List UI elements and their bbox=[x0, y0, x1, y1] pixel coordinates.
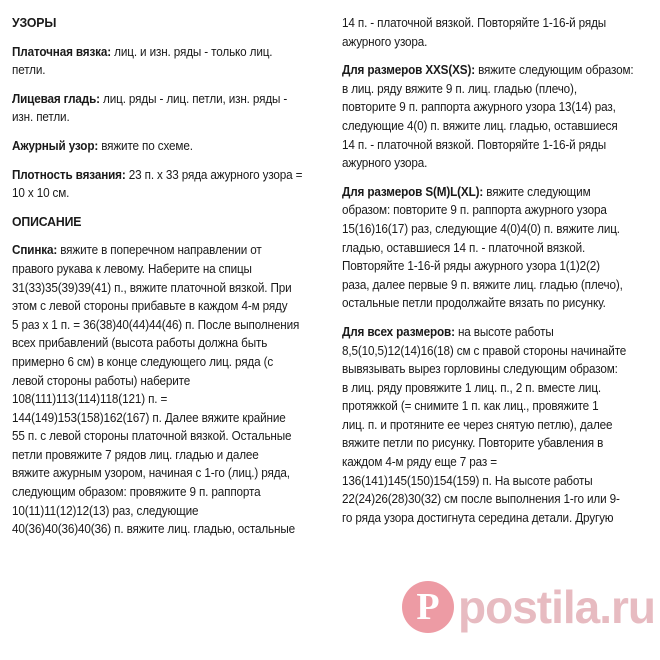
left-column bbox=[12, 14, 324, 539]
patterns-heading: УЗОРЫ bbox=[12, 15, 57, 30]
spinka-text: примерно 6 см) в конце следующего лиц. ряда (с bbox=[12, 354, 274, 369]
spinka-text: 10(11)11(12)12(13) раз, следующие bbox=[12, 503, 199, 518]
intro-section bbox=[342, 14, 650, 51]
spinka-text: 5 раз х 1 п. = 36(38)40(44)44(46) п. После выполнения bbox=[12, 317, 300, 332]
xxs-text-1: вяжите следующим образом: bbox=[474, 63, 634, 78]
azhur-label: Ажурный узор: bbox=[12, 138, 99, 153]
smlxl-text: Повторяйте 1-16-й ряды ажурного узора 1(1)2(2) bbox=[342, 259, 600, 274]
gladj-section bbox=[12, 90, 324, 127]
all-sizes-text: 22(24)26(28)30(32) см после выполнения 1-го или 9- bbox=[342, 492, 620, 507]
xxs-text: повторите 9 п. раппорта ажурного узора 13(14) раз, bbox=[342, 100, 616, 115]
platochnaya-label: Платочная вязка: bbox=[12, 44, 112, 59]
postila-logo-icon: P bbox=[402, 581, 454, 633]
spinka-text: 31(33)35(39)39(41) п., вяжите платочной вязкой. При bbox=[12, 280, 292, 295]
intro-text: 14 п. - платочной вязкой. Повторяйте 1-16-й ряды bbox=[342, 16, 607, 30]
spinka-text: 55 п. с левой стороны платочной вязкой. Остальные bbox=[12, 429, 292, 444]
gladj-label: Лицевая гладь: bbox=[12, 91, 100, 106]
xxs-text: 14 п. - платочной вязкой. Повторяйте 1-16-й ряды bbox=[342, 137, 607, 152]
xxs-section bbox=[342, 61, 650, 173]
spinka-text: следующим образом: провяжите 9 п. раппорта bbox=[12, 485, 261, 500]
smlxl-text: 15(16)16(17) раз, следующие 4(0)4(0) п. вяжите лиц. bbox=[342, 221, 620, 236]
plotnost-text-2: 10 х 10 см. bbox=[12, 186, 70, 201]
smlxl-text: остальные петли продолжайте вязать по рисунку. bbox=[342, 296, 606, 311]
intro-text: ажурного узора. bbox=[342, 34, 428, 49]
smlxl-text: гладью, оставшиеся 14 п. - платочной вязкой. bbox=[342, 240, 586, 255]
smlxl-text-1: вяжите следующим bbox=[483, 184, 591, 199]
azhur-text-1: вяжите по схеме. bbox=[98, 138, 193, 153]
gladj-text-2: изн. петли. bbox=[12, 110, 70, 125]
xxs-text: следующие 4(0) п. вяжите лиц. гладью, оставшиеся bbox=[342, 118, 618, 133]
plotnost-text-1: 23 п. х 33 ряда ажурного узора = bbox=[125, 167, 303, 182]
spinka-section bbox=[12, 241, 324, 539]
all-sizes-text: каждом 4-м ряду еще 7 раз = bbox=[342, 455, 497, 470]
all-sizes-text: вяжите петли по рисунку. Повторите убавления в bbox=[342, 436, 604, 451]
all-sizes-text: в лиц. ряду провяжите 1 лиц. п., 2 п. вместе лиц. bbox=[342, 380, 602, 395]
spinka-text: 40(36)40(36)40(36) п. вяжите лиц. гладью, остальные bbox=[12, 522, 296, 537]
xxs-text: в лиц. ряду вяжите 9 п. лиц. гладью (плечо), bbox=[342, 81, 577, 96]
description-heading: ОПИСАНИЕ bbox=[12, 213, 82, 229]
azhur-section bbox=[12, 137, 324, 156]
all-sizes-text-1: на высоте работы bbox=[454, 324, 554, 339]
spinka-label: Спинка: bbox=[12, 243, 58, 258]
postila-watermark-text: postila.ru bbox=[458, 581, 656, 633]
spinka-text: 108(111)113(114)118(121) п. = bbox=[12, 392, 168, 407]
all-sizes-text: протяжкой (= снимите 1 п. как лиц., провяжите 1 bbox=[342, 399, 599, 414]
all-sizes-text: 136(141)145(150)154(159) п. На высоте работы bbox=[342, 473, 593, 488]
all-sizes-text: лиц. п. и протяните ее через снятую петлю), далее bbox=[342, 417, 613, 432]
spinka-text: левой стороны работы) наберите bbox=[12, 373, 191, 388]
spinka-text: вяжите ажурным узором, начиная с 1-го (лиц.) ряда, bbox=[12, 466, 290, 481]
smlxl-text: раза, далее первые 9 п. вяжите лиц. гладью (плечо), bbox=[342, 277, 623, 292]
smlxl-section bbox=[342, 183, 650, 313]
gladj-text-1: лиц. ряды - лиц. петли, изн. ряды - bbox=[99, 91, 288, 106]
smlxl-label: Для размеров S(M)L(XL): bbox=[342, 184, 484, 199]
spinka-text: петли провяжите 7 рядов лиц. гладью и далее bbox=[12, 447, 259, 462]
all-sizes-label: Для всех размеров: bbox=[342, 324, 455, 339]
xxs-label: Для размеров XXS(XS): bbox=[342, 63, 475, 78]
spinka-text: правого рукава к левому. Наберите на спицы bbox=[12, 261, 252, 276]
smlxl-text: образом: повторите 9 п. раппорта ажурного узора bbox=[342, 203, 607, 218]
platochnaya-text-1: лиц. и изн. ряды - только лиц. bbox=[111, 44, 273, 59]
postila-watermark bbox=[402, 580, 655, 634]
all-sizes-text: го ряда узора достигнута середина детали. Другую bbox=[342, 510, 614, 525]
all-sizes-text: 8,5(10,5)12(14)16(18) см с правой стороны начинайте bbox=[342, 343, 627, 358]
plotnost-label: Плотность вязания: bbox=[12, 167, 126, 182]
spinka-text: 144(149)153(158)162(167) п. Далее вяжите крайние bbox=[12, 410, 286, 425]
platochnaya-section bbox=[12, 43, 324, 80]
plotnost-section bbox=[12, 166, 324, 203]
platochnaya-text-2: петли. bbox=[12, 63, 46, 78]
all-sizes-text: вывязывать вырез горловины следующим образом: bbox=[342, 362, 618, 377]
spinka-text-1: вяжите в поперечном направлении от bbox=[57, 243, 262, 258]
spinka-text: этом с левой стороны прибавьте в каждом 4-м ряду bbox=[12, 299, 288, 314]
right-column bbox=[342, 14, 650, 527]
all-sizes-section bbox=[342, 323, 650, 528]
xxs-text: ажурного узора. bbox=[342, 156, 428, 171]
spinka-text: всех прибавлений (высота работы должна быть bbox=[12, 336, 268, 351]
